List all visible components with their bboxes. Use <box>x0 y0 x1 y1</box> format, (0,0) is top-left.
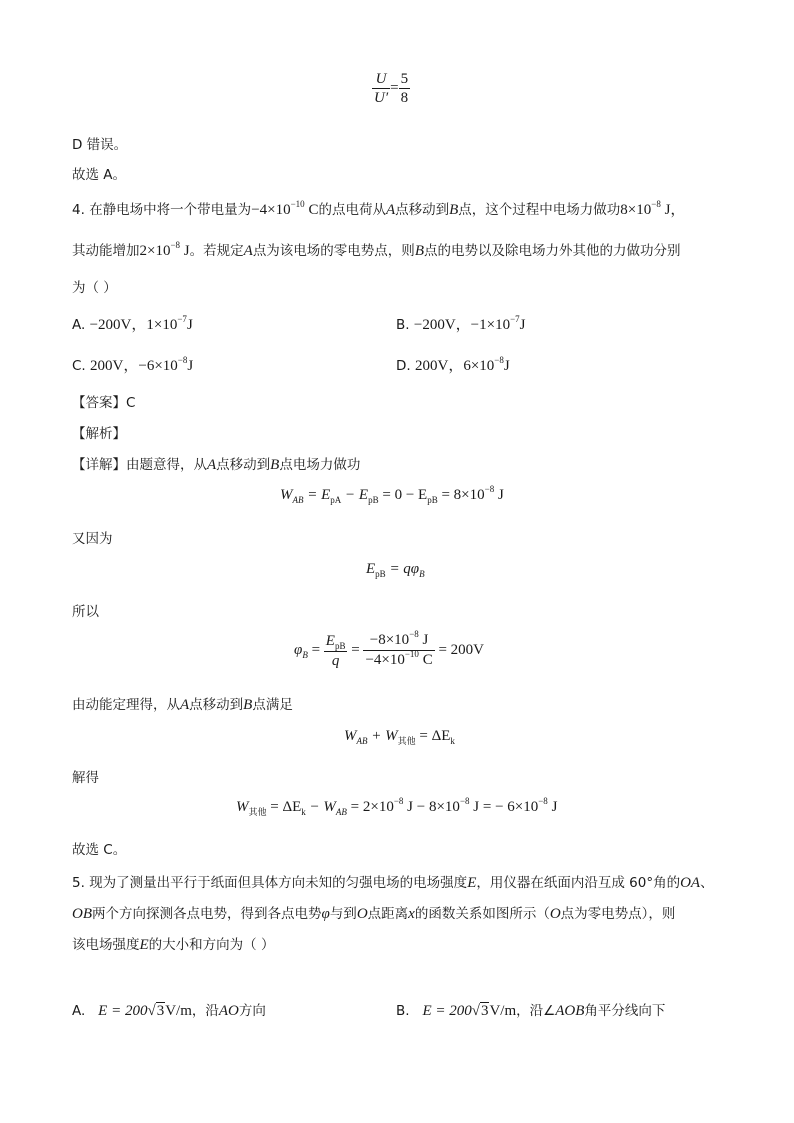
eq5-m5: J = − 6×10 <box>469 799 539 815</box>
q4-option-c[interactable] <box>72 354 193 375</box>
detail-letter-a: A <box>207 457 217 473</box>
q4-option-b-label: B. <box>396 317 410 333</box>
eq3-eq1: = <box>307 641 324 658</box>
q4-option-b[interactable] <box>396 313 526 334</box>
q4-option-d-num <box>463 355 510 374</box>
q4-charge-exp: −10 <box>290 199 305 209</box>
q4-line1-b: 的点电荷从 <box>318 202 386 218</box>
q5-option-b-expr <box>422 1003 516 1019</box>
q4-line1-a: 在静电场中将一个带电量为 <box>89 202 252 218</box>
q5-option-b-label: B. <box>396 1003 410 1019</box>
eq1-mid1: = E <box>303 487 331 503</box>
eq5-m6: J <box>547 799 558 815</box>
q5-line1-E: E <box>467 875 477 891</box>
q4-letter-b-2: B <box>414 243 424 259</box>
q4-line1-c: 点移动到 <box>395 202 450 218</box>
q4-choose-c: 故选 C。 <box>72 842 127 858</box>
eq5-lhs-sub: 其他 <box>248 807 267 817</box>
q5-option-a[interactable] <box>72 999 266 1020</box>
q5-number: 5. <box>72 875 85 891</box>
formula-rden: 8 <box>400 90 409 106</box>
q5-option-b-text: ，沿∠ <box>516 1003 556 1019</box>
q5-option-a-dir: AO <box>218 1003 239 1019</box>
q4-line2-b: 。若规定 <box>189 243 244 259</box>
q4-letter-a: A <box>385 202 396 218</box>
q5-line3 <box>72 933 274 954</box>
q4-option-d-val: 200V， <box>414 358 464 374</box>
q4-option-d-exp: −8 <box>494 355 504 365</box>
detail-letter-b: B <box>270 457 280 473</box>
q4-eq4 <box>344 728 455 745</box>
eq3-f2-den-base: −4×10 <box>365 652 405 668</box>
eq1-lhs: W <box>280 487 293 503</box>
q4-option-a-label: A. <box>72 317 86 333</box>
q4-ek-exp: −8 <box>170 240 181 250</box>
q5-line1-b: ，用仪器在纸面内沿互成 60°角的 <box>476 875 681 891</box>
q5-option-b-end: 角平分线向下 <box>584 1003 666 1019</box>
answer-tag: 【答案】 <box>72 395 126 411</box>
q4-ek-base: 2×10 <box>139 243 171 259</box>
eq2-lhs-sub: pB <box>375 569 386 579</box>
choose-a-text: 故选 A。 <box>72 167 127 183</box>
q5-line2-d: 的函数关系如图所示（ <box>414 906 550 922</box>
q5-option-a-rad: 3 <box>156 1003 165 1019</box>
q4-detail <box>72 453 360 474</box>
eq1-lhs-sub: AB <box>292 495 304 505</box>
q4-option-d[interactable] <box>396 354 510 375</box>
eq2-lhs: E <box>366 561 376 577</box>
q5-option-b[interactable] <box>396 999 665 1020</box>
q5-option-a-end: 方向 <box>238 1003 266 1019</box>
q4-option-a-exp: −7 <box>177 314 187 324</box>
q4-option-d-num-base: 6×10 <box>463 358 495 374</box>
q5-line2-b: 与到 <box>329 906 357 922</box>
eq1-sub1: pA <box>330 495 342 505</box>
formula-equals: = <box>390 79 399 96</box>
q4-option-c-num-base: −6×10 <box>138 358 178 374</box>
q5-line2-phi: φ <box>321 906 330 922</box>
q4-work <box>620 199 686 218</box>
q5-line1-OA: OA <box>680 875 701 891</box>
q4-line2 <box>72 239 680 260</box>
eq3-f1-num-base: E <box>325 632 335 649</box>
q5-line2-O2: O <box>549 906 561 922</box>
q4-number: 4. <box>72 202 85 218</box>
q4-line1 <box>72 198 685 219</box>
q4-line2-d: 点的电势以及除电场力外其他的力做功分别 <box>423 243 681 259</box>
eq4-w1: W <box>344 728 357 744</box>
eq3-f2-num-exp: −8 <box>409 629 419 639</box>
detail-c: 点电场力做功 <box>279 457 361 473</box>
eq3-f2-num-unit: J <box>418 632 429 648</box>
eq2-sub: B <box>419 569 425 579</box>
eq5-m2-sub: AB <box>335 807 347 817</box>
q5-line1-a: 现为了测量出平行于纸面但具体方向未知的匀强电场的电场强度 <box>89 875 468 891</box>
eq1-unit: J <box>494 487 504 503</box>
eq5-e3: −8 <box>538 796 548 806</box>
q4-option-b-exp: −7 <box>510 314 520 324</box>
q5-option-b-rad: 3 <box>480 1003 489 1019</box>
answer-value: C <box>126 395 136 411</box>
q5-line2-OB: OB <box>72 906 92 922</box>
q4-option-c-val: 200V， <box>90 358 139 374</box>
q5-line1 <box>72 871 714 892</box>
q5-option-a-pre: E = 200 <box>98 1003 148 1019</box>
q4-letter-a-2: A <box>243 243 253 259</box>
q4-line2-a: 其动能增加 <box>72 243 140 259</box>
eq3-f1-num-sub: pB <box>334 640 346 651</box>
eq3-f2-num <box>363 631 434 651</box>
q5-line2-c: 点距离 <box>367 906 409 922</box>
eq5-m2: − W <box>305 799 336 815</box>
eq3-lhs: φ <box>294 641 303 658</box>
theorem-a: 由动能定理得，从 <box>72 697 180 713</box>
eq3-lhs-sub: B <box>302 649 308 660</box>
q4-option-b-unit: J <box>519 317 526 333</box>
eq3-frac2 <box>363 631 434 670</box>
eq3-f1-den: q <box>331 652 340 669</box>
eq5-e2: −8 <box>459 796 470 806</box>
q5-line2 <box>72 902 675 923</box>
q4-letter-b: B <box>449 202 459 218</box>
eq5-m4: J − 8×10 <box>403 799 460 815</box>
eq3-f2-den-unit: C <box>418 652 433 668</box>
q4-work-base: 8×10 <box>620 202 652 218</box>
eq1-sub2: pB <box>368 495 379 505</box>
eq3-result: = 200V <box>434 641 484 658</box>
detail-tag: 【详解】 <box>72 457 126 473</box>
q4-option-b-num <box>470 314 526 333</box>
q4-work-exp: −8 <box>651 199 661 209</box>
eq3-frac1 <box>324 632 348 670</box>
eq4-w2-sub: 其他 <box>397 736 416 746</box>
formula-numerator: U <box>372 70 390 89</box>
q4-theorem <box>72 693 293 714</box>
eq3-eq2: = <box>347 641 364 658</box>
q5-line3-E: E <box>139 937 149 953</box>
q4-charge <box>251 199 319 218</box>
eq5-e1: −8 <box>393 796 404 806</box>
q4-so: 所以 <box>72 604 99 620</box>
q5-line2-x: x <box>408 906 415 922</box>
q4-answer <box>72 391 135 411</box>
eq1-exp: −8 <box>484 484 495 494</box>
eq3-f1-num <box>324 632 348 652</box>
eq4-rhs-sub: k <box>450 736 455 746</box>
q4-option-c-unit: J <box>187 358 194 374</box>
q5-option-b-dir: AOB <box>555 1003 585 1019</box>
q4-option-b-num-base: −1×10 <box>470 317 511 333</box>
q4-option-c-num <box>138 355 194 374</box>
eq1-mid3: = 0 − E <box>378 487 428 503</box>
q4-option-a-val: −200V， <box>89 317 147 333</box>
theorem-letter-a: A <box>180 697 190 713</box>
q4-eq2 <box>366 561 425 578</box>
q4-option-c-exp: −8 <box>177 355 188 365</box>
q4-option-a-num <box>146 314 193 333</box>
q4-line2-c: 点为该电场的零电势点，则 <box>252 243 415 259</box>
q5-option-b-sqrt: √3 <box>471 1003 489 1019</box>
q5-line3-b: 的大小和方向为（ ） <box>148 937 275 953</box>
formula-denominator: U′ <box>374 90 389 106</box>
eq3-f2-num-base: −8×10 <box>369 632 410 648</box>
q4-option-c-label: C. <box>72 358 86 374</box>
eq3-f2-den <box>363 651 434 670</box>
q4-eq1 <box>280 484 504 505</box>
q4-also: 又因为 <box>72 531 113 547</box>
eq4-rhs: = ΔE <box>415 728 451 744</box>
q4-option-b-val: −200V， <box>413 317 471 333</box>
eq5-m1-sub: k <box>301 807 306 817</box>
eq5-m3: = 2×10 <box>346 799 394 815</box>
eq5-m1: = ΔE <box>266 799 302 815</box>
theorem-b: 点移动到 <box>189 697 244 713</box>
theorem-letter-b: B <box>243 697 253 713</box>
q5-option-a-unit: V/m <box>165 1003 192 1019</box>
q4-option-a-num-base: 1×10 <box>146 317 178 333</box>
q5-option-a-text: ，沿 <box>191 1003 219 1019</box>
top-formula <box>372 70 410 107</box>
detail-a: 由题意得，从 <box>126 457 207 473</box>
q4-work-unit: J， <box>660 202 686 218</box>
theorem-c: 点满足 <box>252 697 293 713</box>
q5-line2-a: 两个方向探测各点电势，得到各点电势 <box>92 906 322 922</box>
d-wrong-text: D 错误。 <box>72 137 128 153</box>
q4-charge-unit: C <box>304 202 319 218</box>
q4-option-d-label: D. <box>396 358 411 374</box>
q5-option-a-sqrt: √3 <box>147 1003 165 1019</box>
q4-ek <box>139 240 190 259</box>
eq4-plus: + W <box>367 728 398 744</box>
eq3-f2-den-exp: −10 <box>404 649 419 659</box>
q4-solve: 解得 <box>72 770 99 786</box>
eq4-w1-sub: AB <box>356 736 368 746</box>
q4-option-a[interactable] <box>72 313 193 334</box>
formula-rnum: 5 <box>400 71 409 87</box>
q5-option-a-label: A. <box>72 1003 86 1019</box>
detail-b: 点移动到 <box>216 457 271 473</box>
q4-eq5 <box>236 796 558 817</box>
q5-option-b-unit: V/m <box>489 1003 517 1019</box>
q5-option-b-pre: E = 200 <box>422 1003 472 1019</box>
eq1-mid4: = 8×10 <box>437 487 485 503</box>
q4-line3: 为（ ） <box>72 280 117 296</box>
q4-ek-unit: J <box>180 243 190 259</box>
eq5-lhs: W <box>236 799 249 815</box>
q4-line1-d: 点，这个过程中电场力做功 <box>458 202 621 218</box>
eq1-mid2: − E <box>341 487 369 503</box>
q4-option-d-unit: J <box>503 358 510 374</box>
q5-line1-c: 、 <box>700 875 714 891</box>
q4-option-a-unit: J <box>186 317 193 333</box>
q4-charge-base: −4×10 <box>251 202 291 218</box>
q4-eq3 <box>294 631 484 670</box>
q5-option-a-expr <box>98 1003 192 1019</box>
q5-line2-O: O <box>356 906 368 922</box>
eq2-mid: = qφ <box>385 561 420 577</box>
eq1-sub3: pB <box>427 495 438 505</box>
q4-analysis-tag: 【解析】 <box>72 426 126 442</box>
q5-line3-a: 该电场强度 <box>72 937 140 953</box>
q5-line2-e: 点为零电势点），则 <box>560 906 676 922</box>
